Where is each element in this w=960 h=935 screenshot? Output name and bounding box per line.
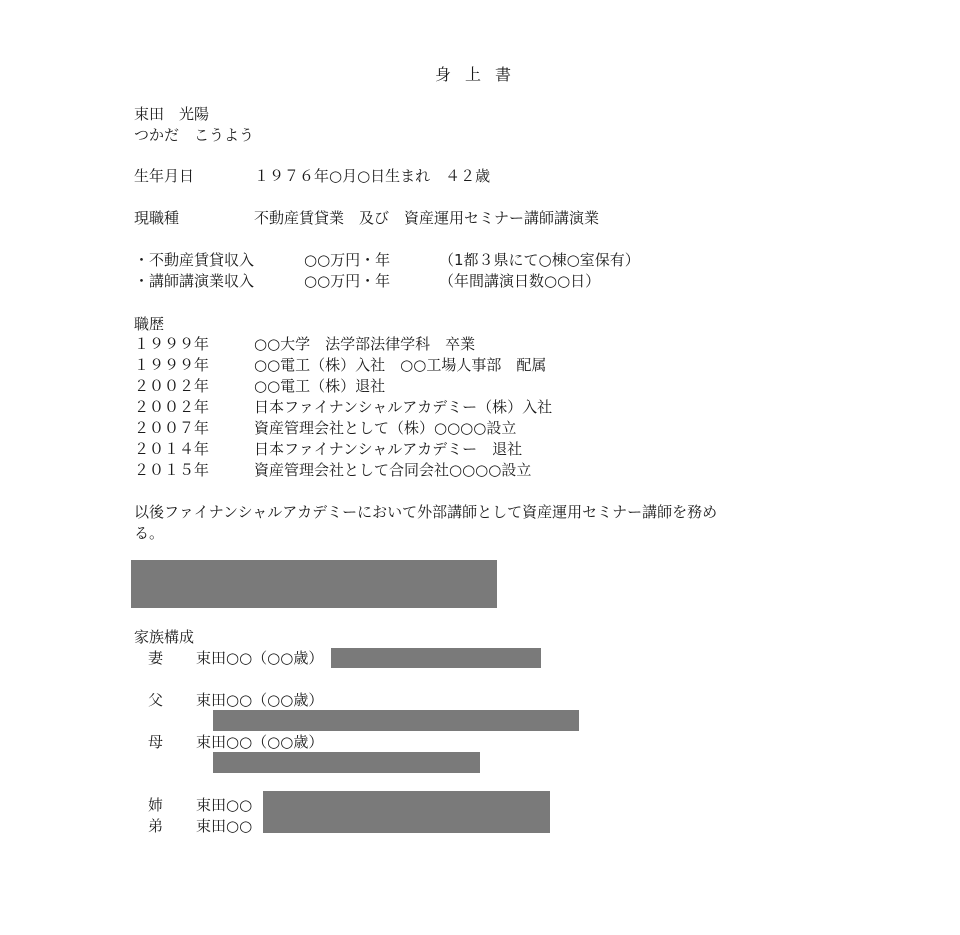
career-row — [134, 355, 546, 375]
name-kana: つかだ こうよう — [134, 126, 255, 144]
income-amount: ○○万円・年 — [304, 272, 391, 290]
note-line-2: る。 — [134, 524, 165, 542]
career-row — [134, 334, 475, 354]
family-name: 束田○○ — [196, 796, 253, 814]
family-relation: 姉 — [148, 796, 164, 814]
career-text: 資産管理会社として合同会社○○○○設立 — [254, 461, 532, 479]
career-row — [134, 439, 522, 459]
family-relation: 父 — [148, 691, 164, 709]
family-member — [134, 690, 323, 710]
birth-value: １９７６年○月○日生まれ ４２歳 — [254, 167, 491, 185]
occupation-row — [134, 208, 599, 228]
redaction-block — [263, 791, 550, 833]
career-year: ２００７年 — [134, 419, 210, 437]
income-item: ・講師講演業収入 — [134, 272, 255, 290]
career-row — [134, 418, 516, 438]
note-line-1: 以後ファイナンシャルアカデミーにおいて外部講師として資産運用セミナー講師を務め — [134, 503, 718, 521]
career-text: 資産管理会社として（株）○○○○設立 — [254, 419, 517, 437]
career-year: ２００２年 — [134, 377, 210, 395]
family-relation: 母 — [148, 733, 164, 751]
family-name: 束田○○（○○歳） — [196, 691, 324, 709]
career-year: １９９９年 — [134, 356, 210, 374]
occupation-label: 現職種 — [134, 209, 180, 227]
family-relation: 妻 — [148, 649, 164, 667]
career-text: ○○電工（株）退社 — [254, 377, 386, 395]
family-relation: 弟 — [148, 817, 164, 835]
redaction-block — [213, 752, 480, 773]
document-title: 身上書 — [434, 65, 525, 84]
redaction-block — [131, 560, 497, 608]
name-kanji: 束田 光陽 — [134, 105, 210, 123]
family-name: 束田○○（○○歳） — [196, 649, 324, 667]
career-text: ○○大学 法学部法律学科 卒業 — [254, 335, 476, 353]
career-row — [134, 376, 385, 396]
career-year: １９９９年 — [134, 335, 210, 353]
family-label: 家族構成 — [134, 628, 195, 646]
career-label: 職歴 — [134, 315, 165, 333]
family-member — [134, 816, 252, 836]
income-note: （年間講演日数○○日） — [439, 272, 601, 290]
career-row — [134, 460, 531, 480]
birth-label: 生年月日 — [134, 167, 195, 185]
redaction-block — [213, 710, 579, 731]
birth-row — [134, 166, 490, 186]
occupation-value: 不動産賃貸業 及び 資産運用セミナー講師講演業 — [254, 209, 600, 227]
career-row — [134, 397, 552, 417]
career-year: ２０１４年 — [134, 440, 210, 458]
career-text: 日本ファイナンシャルアカデミー（株）入社 — [254, 398, 553, 416]
family-member — [134, 732, 323, 752]
income-note: （1都３県にて○棟○室保有） — [439, 251, 640, 269]
family-name: 束田○○（○○歳） — [196, 733, 324, 751]
family-member — [134, 795, 252, 815]
career-year: ２０１５年 — [134, 461, 210, 479]
redaction-block — [331, 648, 541, 668]
career-year: ２００２年 — [134, 398, 210, 416]
income-row — [134, 250, 640, 270]
income-item: ・不動産賃貸収入 — [134, 251, 255, 269]
family-member — [134, 648, 323, 668]
career-text: ○○電工（株）入社 ○○工場人事部 配属 — [254, 356, 547, 374]
family-name: 束田○○ — [196, 817, 253, 835]
career-text: 日本ファイナンシャルアカデミー 退社 — [254, 440, 523, 458]
income-amount: ○○万円・年 — [304, 251, 391, 269]
income-row — [134, 271, 600, 291]
